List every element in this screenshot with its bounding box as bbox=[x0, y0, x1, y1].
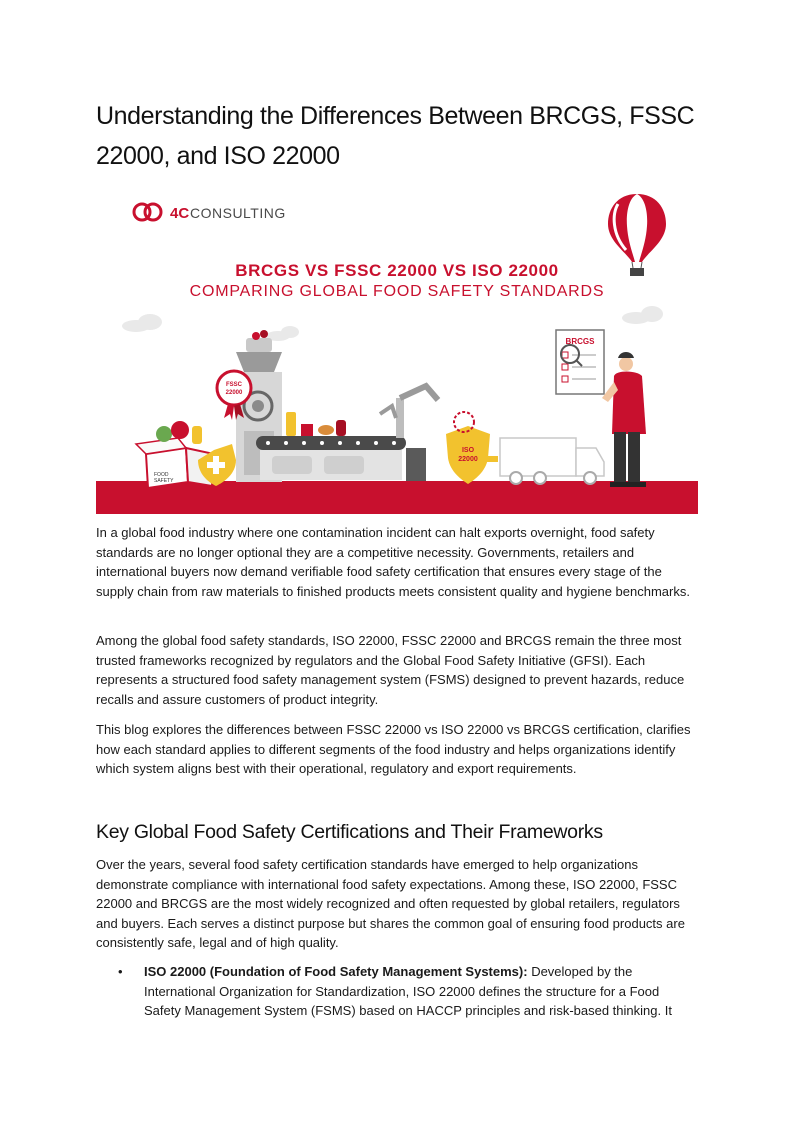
section-heading: Key Global Food Safety Certifications and Their Frameworks bbox=[96, 821, 603, 843]
certification-list bbox=[96, 962, 698, 1021]
ground-band bbox=[96, 481, 698, 514]
brcgs-checklist-icon bbox=[556, 330, 604, 394]
iso-shield-label-2: 22000 bbox=[458, 456, 478, 463]
section-intro-paragraph: Over the years, several food safety certification standards have emerged to help organizations demonstrate compliance with international food safety expectations. Among these, ISO 22000, FSSC 22000 and BRCGS are the most widely recognized and often requested by global retailers, regulators and buyers. Each serves a distinct purpose but shares the common goal of ensuring food products are consistently safe, legal and of high quality. bbox=[96, 857, 685, 950]
iso-shield-icon bbox=[446, 412, 490, 484]
fssc-badge-label-2: 22000 bbox=[225, 390, 243, 396]
bullet-icon: • bbox=[118, 964, 123, 979]
production-machine bbox=[236, 330, 438, 482]
brand-logo bbox=[134, 204, 286, 222]
hero-headline: BRCGS VS FSSC 22000 VS ISO 22000 bbox=[235, 261, 559, 280]
fssc-badge-label-1: FSSC bbox=[225, 382, 243, 388]
hero-subheadline: COMPARING GLOBAL FOOD SAFETY STANDARDS bbox=[189, 283, 605, 300]
logo-mark: 4C bbox=[170, 205, 190, 222]
logo-text: CONSULTING bbox=[190, 205, 286, 221]
iso-shield-label-1: ISO bbox=[461, 447, 475, 454]
food-box-label-2: SAFETY bbox=[154, 478, 174, 484]
balloon-icon bbox=[608, 194, 666, 276]
checklist-title: BRCGS bbox=[565, 337, 595, 346]
food-box-label-1: FOOD bbox=[154, 472, 169, 478]
intro-paragraph: In a global food industry where one contamination incident can halt exports overnight, food safety standards are no longer optional they are a competitive necessity. Governments, retailers and international buyers now demand verifiable food safety certification that ensures every stage of the supply chain from raw materials to finished products meets consistent quality and hygiene benchmarks. bbox=[96, 525, 690, 599]
page-title: Understanding the Differences Between BRCGS, FSSC 22000, and ISO 22000 bbox=[96, 102, 695, 170]
inspector-person-icon bbox=[602, 352, 646, 487]
blog-scope-paragraph: This blog explores the differences between FSSC 22000 vs ISO 22000 vs BRCGS certification, clarifies how each standard applies to different segments of the food industry and helps organizations identify which system aligns best with their operational, regulatory and export requirements. bbox=[96, 722, 691, 776]
delivery-truck-icon bbox=[482, 438, 604, 484]
list-item-term: ISO 22000 (Foundation of Food Safety Management Systems): bbox=[144, 964, 528, 979]
standards-paragraph: Among the global food safety standards, ISO 22000, FSSC 22000 and BRCGS remain the three most trusted frameworks recognized by regulators and the Global Food Safety Initiative (GFSI). Each represents a structured food safety management system (FSMS) designed to prevent hazards, reduce recalls and assure customers of product integrity. bbox=[96, 633, 685, 707]
list-item-text: Developed by the International Organization for Standardization, ISO 22000 defines the structure for a Food Safety Management System (FSMS) based on HACCP principles and risk-based thinking. It bbox=[144, 964, 672, 1018]
list-item bbox=[96, 962, 698, 1021]
food-box-icon bbox=[136, 421, 214, 488]
hero-illustration bbox=[96, 186, 698, 514]
